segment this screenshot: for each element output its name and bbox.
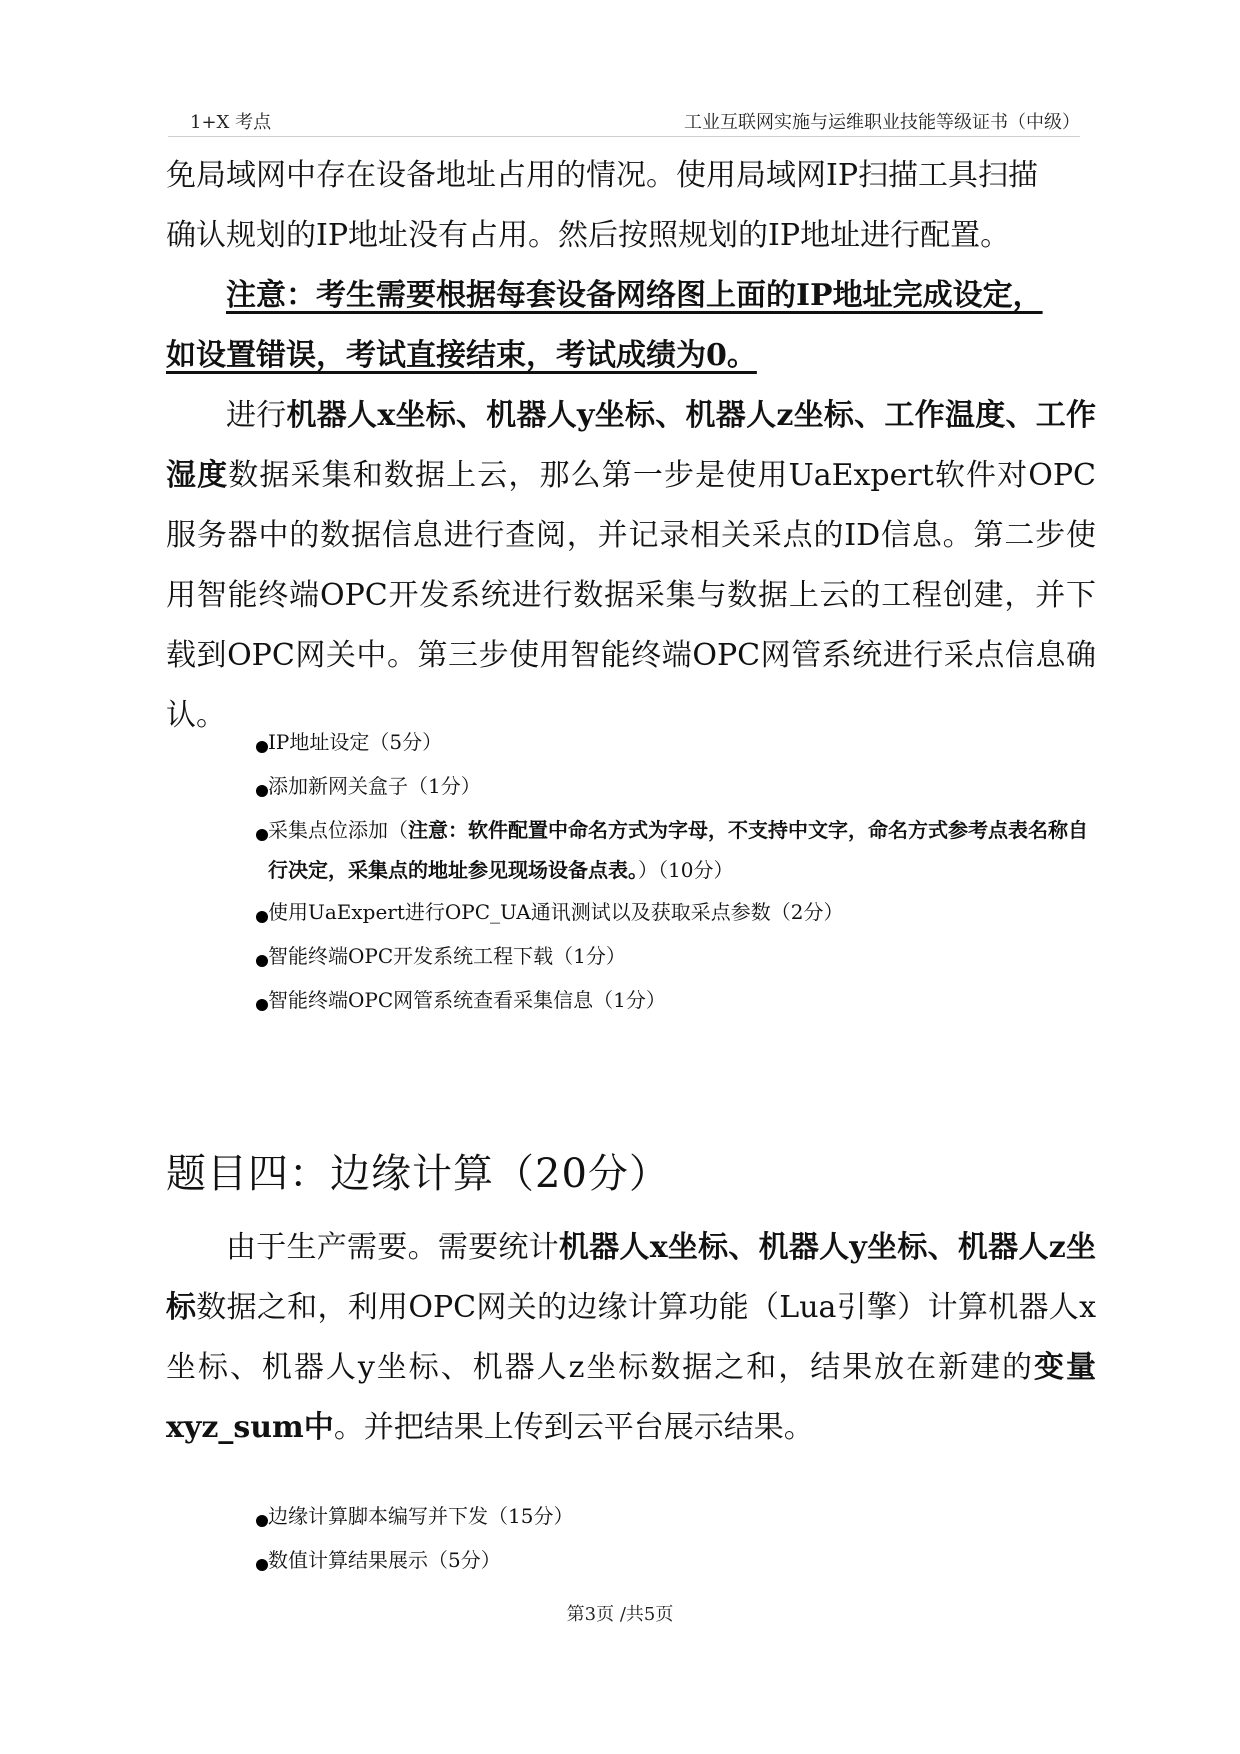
bullet-icon xyxy=(256,1559,268,1571)
list-item xyxy=(166,720,1096,764)
paragraph-bold: 变量xyz_sum中 xyxy=(166,1350,1096,1445)
list-item xyxy=(166,808,1096,890)
list-item xyxy=(166,934,1096,978)
list-item xyxy=(166,978,1096,1022)
list-item xyxy=(166,764,1096,808)
list-item-text: IP地址设定（5分） xyxy=(268,730,443,754)
bullet-icon xyxy=(256,785,268,797)
bullet-icon xyxy=(256,829,268,841)
bullet-icon xyxy=(256,999,268,1011)
bullet-icon xyxy=(256,955,268,967)
paragraph-line: 免局域网中存在设备地址占用的情况。使用局域网IP扫描工具扫描 xyxy=(166,158,1039,193)
list-item-text: 采集点位添加（ xyxy=(268,818,408,842)
paragraph-text: 数据之和，利用OPC网关的边缘计算功能（Lua引擎）计算机器人x坐标、机器人y坐标、机器人z坐标数据之和，结果放在新建的 xyxy=(166,1290,1096,1385)
paragraph-bold: 机器人x坐标、机器人y坐标、机器人z坐标 xyxy=(166,1230,1097,1325)
paragraph-bold: 机器人x坐标、机器人y坐标、机器人z坐标、工作温度、工作湿度 xyxy=(166,398,1096,493)
list-item-text: 使用UaExpert进行OPC_UA通讯测试以及获取采点参数（2分） xyxy=(268,900,844,924)
header-right: 工业互联网实施与运维职业技能等级证书（中级） xyxy=(684,112,1080,133)
list-item xyxy=(166,1494,1096,1538)
bullet-icon xyxy=(256,911,268,923)
paragraph-edge-computing xyxy=(166,1218,1096,1458)
paragraph-text: 数据采集和数据上云，那么第一步是使用UaExpert软件对OPC服务器中的数据信息进行查阅，并记录相关采点的ID信息。第二步使用智能终端OPC开发系统进行数据采集与数据上云的工程创建，并下载到OPC网关中。第三步使用智能终端OPC网管系统进行采点信息确认。 xyxy=(166,458,1097,733)
paragraph-text: 进行 xyxy=(226,398,287,433)
list-item-text: 边缘计算脚本编写并下发（15分） xyxy=(268,1504,574,1528)
page-number: 第3页 /共5页 xyxy=(566,1604,674,1625)
list-item-text: 数值计算结果展示（5分） xyxy=(268,1548,501,1572)
note-line: 注意：考生需要根据每套设备网络图上面的IP地址完成设定， xyxy=(226,278,1043,313)
list-item-text: 智能终端OPC开发系统工程下载（1分） xyxy=(268,944,626,968)
paragraph-text: 。并把结果上传到云平台展示结果。 xyxy=(333,1410,814,1445)
note-block xyxy=(166,266,1096,386)
section-title: 题目四：边缘计算（20分） xyxy=(166,1151,670,1197)
list-item-text: ）（10分） xyxy=(638,858,734,882)
list-item-text: 添加新网关盒子（1分） xyxy=(268,774,481,798)
paragraph-ip-planning xyxy=(166,146,1096,266)
paragraph-line: 确认规划的IP地址没有占用。然后按照规划的IP地址进行配置。 xyxy=(166,218,1011,253)
list-item-text: 智能终端OPC网管系统查看采集信息（1分） xyxy=(268,988,666,1012)
list-item-bold: 注意：软件配置中命名方式为字母，不支持中文字，命名方式参考点表名称自行决定，采集点的地址参见现场设备点表。 xyxy=(268,818,1088,882)
bullet-icon xyxy=(256,741,268,753)
bullet-icon xyxy=(256,1515,268,1527)
header-divider xyxy=(168,136,1080,137)
paragraph-text: 由于生产需要。需要统计 xyxy=(226,1230,559,1265)
note-line: 如设置错误，考试直接结束，考试成绩为0。 xyxy=(166,338,757,373)
edge-scoring-list xyxy=(166,1494,1096,1582)
list-item xyxy=(166,890,1096,934)
header-left: 1+X 考点 xyxy=(190,112,272,133)
list-item xyxy=(166,1538,1096,1582)
paragraph-data-collection xyxy=(166,386,1096,746)
scoring-list xyxy=(166,720,1096,1022)
